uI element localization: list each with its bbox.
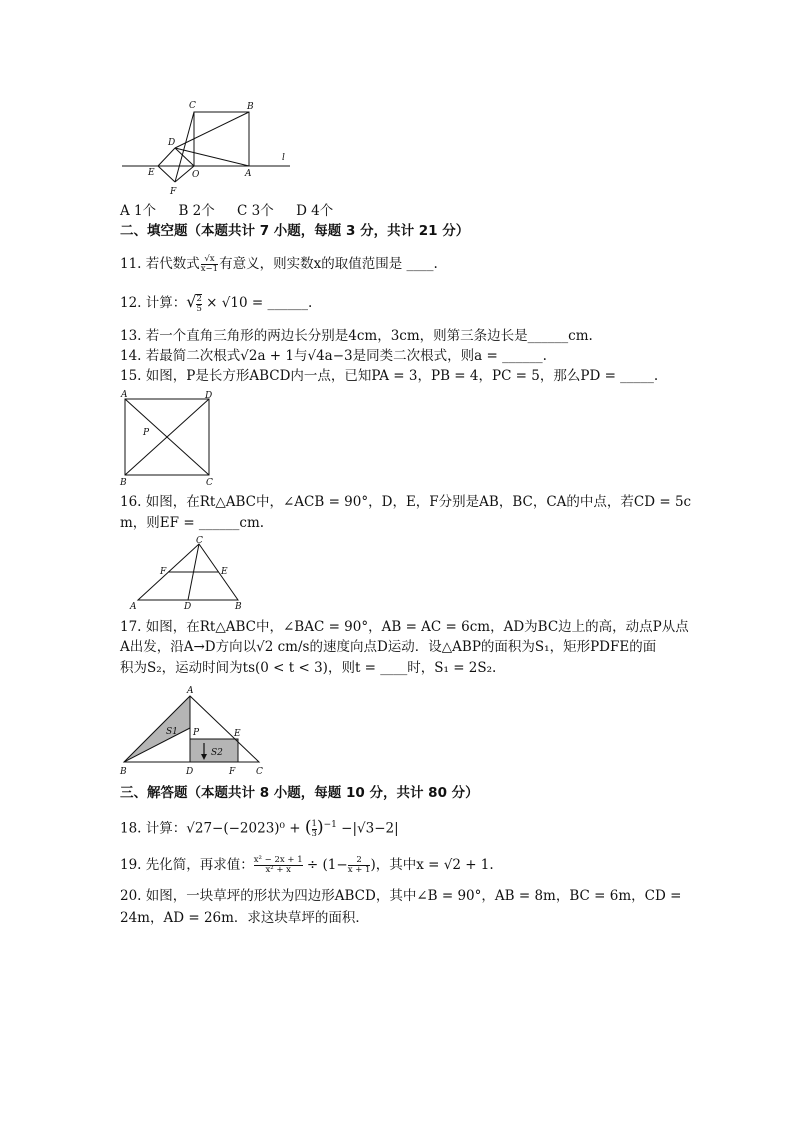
figure-q17 (116, 684, 272, 780)
fig10-label-c: C (189, 101, 196, 111)
question-19: 19. 先化简，再求值： $\frac{\text{x² − 2x + 1}}{\text{x² + x}}$ ÷ (1− $\frac{2}{x + 1}$ )，其中x = √2 + 1. (120, 855, 494, 875)
fig17-label-s1: S1 (166, 727, 178, 737)
question-16-line-2: m，则EF = ______cm. (120, 515, 265, 531)
fig16-label-e: E (221, 567, 228, 577)
question-17-line-3: 积为S₂，运动时间为ts(0 < t < 3)，则t = ____时，S₁ = 2S₂. (120, 660, 497, 676)
fig15-label-b: B (120, 478, 127, 488)
figure-q15 (116, 388, 222, 488)
fig16-label-b: B (235, 602, 242, 612)
q10-choices (120, 202, 351, 220)
question-17-line-2: A出发，沿A→D方向以√2 cm/s的速度向点D运动．设△ABP的面积为S₁，矩形PDFE的面 (120, 639, 657, 655)
question-20-line-2: 24m，AD = 26m．求这块草坪的面积． (120, 910, 369, 926)
choice-d: D 4个 (296, 203, 334, 219)
fig15-label-a: A (121, 390, 128, 400)
choice-b: B 2个 (178, 203, 215, 219)
question-17-line-1: 17. 如图，在Rt△ABC中，∠BAC = 90°，AB = AC = 6cm，AD为BC边上的高，动点P从点 (120, 619, 689, 635)
fig17-label-d: D (186, 767, 194, 777)
fig17-label-e: E (234, 729, 241, 739)
fig17-label-f: F (229, 767, 236, 777)
fig17-label-s2: S2 (211, 748, 223, 758)
fig15-label-c: C (206, 478, 213, 488)
fig10-label-e: E (148, 168, 155, 178)
fig10-label-l: l (282, 153, 285, 163)
choice-a: A 1个 (120, 203, 157, 219)
fig15-label-d: D (205, 391, 213, 401)
fig10-label-b: B (247, 102, 254, 112)
fig10-label-o: O (192, 170, 200, 180)
fig15-label-p: P (143, 428, 150, 438)
section-3-heading: 三、解答题（本题共计 8 小题，每题 10 分，共计 80 分） (120, 785, 479, 801)
question-12: 12. 计算：√ $\frac{2}{5}$ × √10 = ______. (120, 292, 313, 314)
fig17-label-b: B (120, 767, 127, 777)
question-18: 18. 计算：√27−(−2023)⁰ + ( $\frac{1}{3}$ )$^{-1}$ −|√3−2| (120, 817, 399, 839)
question-14: 14. 若最简二次根式√2a + 1与√4a−3是同类二次根式，则a = ______. (120, 348, 547, 364)
figure-q16 (124, 536, 254, 612)
question-13: 13. 若一个直角三角形的两边长分别是4cm，3cm，则第三条边长是______cm. (120, 328, 593, 344)
fig10-label-f: F (170, 187, 177, 197)
fig16-label-c: C (196, 536, 203, 546)
question-16-line-1: 16. 如图，在Rt△ABC中，∠ACB = 90°，D，E，F分别是AB，BC，CA的中点，若CD = 5c (120, 494, 692, 510)
fig17-label-p: P (193, 728, 200, 738)
fig16-label-d: D (184, 602, 192, 612)
section-2-heading: 二、填空题（本题共计 7 小题，每题 3 分，共计 21 分） (120, 223, 470, 239)
fig10-label-a: A (245, 169, 252, 179)
figure-q10 (118, 98, 298, 198)
choice-c: C 3个 (237, 203, 274, 219)
fig16-label-f: F (160, 567, 167, 577)
question-15: 15. 如图，P是长方形ABCD内一点，已知PA = 3，PB = 4，PC = 5，那么PD = _____. (120, 368, 659, 384)
fig10-label-d: D (168, 138, 176, 148)
fig17-label-a: A (187, 686, 194, 696)
question-11: 11. 若代数式 $\frac{√x}{x-1}$ 有意义，则实数x的取值范围是 ____. (120, 254, 438, 274)
question-20-line-1: 20. 如图，一块草坪的形状为四边形ABCD，其中∠B = 90°，AB = 8m，BC = 6m，CD = (120, 888, 682, 904)
fig17-label-c: C (256, 767, 263, 777)
fig16-label-a: A (130, 602, 137, 612)
